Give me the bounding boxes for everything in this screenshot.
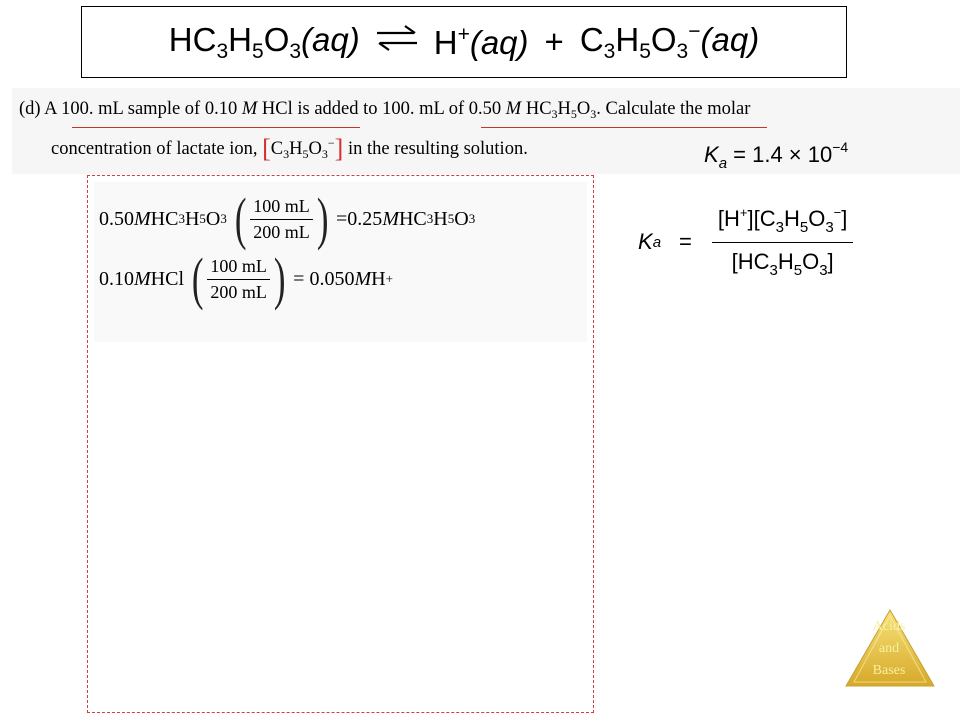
red-bracket-close: ]	[334, 134, 344, 163]
dilution-fraction-1: ( $\frac{100 mL}{200 mL}$ )	[234, 186, 329, 251]
red-underline-hcl	[72, 127, 360, 128]
dilution-fraction-2: ( $\frac{100 mL}{200 mL}$ )	[191, 246, 286, 311]
red-bracket-open: [	[262, 134, 271, 163]
work-line-hcl-dilution: 0.10 M HCl ( $\frac{100 mL}{200 mL}$ ) = 0.050 M H +	[99, 246, 393, 311]
reactant: $HC_3H_5O_3(aq)$	[168, 20, 360, 63]
acids-bases-label[interactable]: Acids and Bases	[872, 619, 906, 678]
product-hydrogen-ion: H+(aq)	[433, 22, 529, 61]
work-line-acid-dilution: 0.50 M HC 3 H 5 O 3 ( $\frac{100 mL}{200 mL}$ ) =0.25 M HC 3 H 5 O 3	[99, 186, 476, 251]
equilibrium-equation-box	[81, 6, 847, 78]
equilibrium-arrows-icon	[374, 23, 420, 61]
question-line-2: concentration of lactate ion, $[C_3H_5O_3^-]$ in the resulting solution.	[51, 134, 528, 163]
plus-sign: +	[544, 23, 564, 60]
ka-fraction: $\frac{[H^+][C_3H_5O_3^-]}{[HC_3H_5O_3]}$	[712, 205, 853, 279]
ka-expression: K a = $\frac{[H^+][C_3H_5O_3^-]}{[HC_3H_5O_3]}$	[638, 205, 853, 279]
question-line-1: (d) A 100. mL sample of 0.10 M HCl is added to 100. mL of 0.50 M $HC_3H_5O_3$. Calculate the molar	[19, 99, 751, 121]
red-underline-acid	[481, 127, 767, 128]
ka-given-value: $K_a = 1.4 \times 10^{-4}$	[704, 139, 849, 172]
product-lactate-ion: $C_3H_5O_3^-(aq)$	[579, 20, 760, 63]
